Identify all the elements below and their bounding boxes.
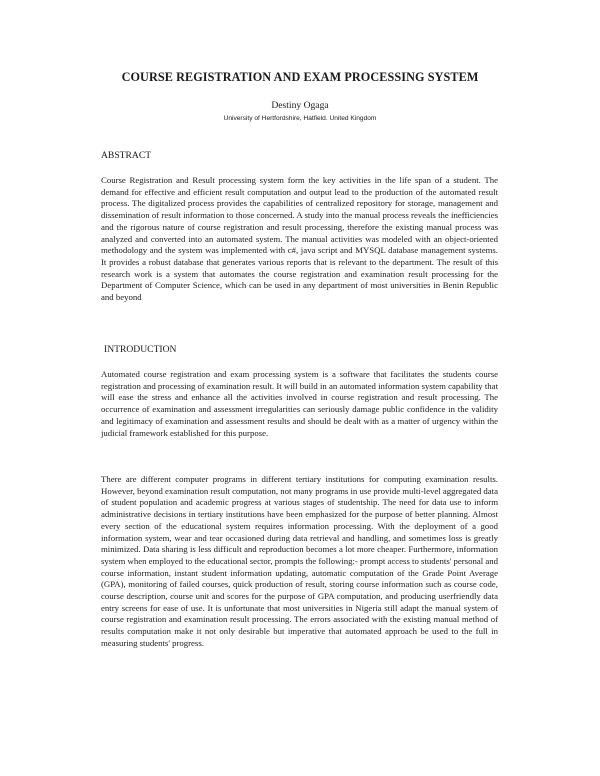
introduction-paragraph-2: There are different computer programs in different tertiary institutions for computing examination results. However, beyond examination result computation, not many programs in use provide multi-level aggregated data of student population and academic progress at various stages of studentship. The need for data use to inform administrative decisions in tertiary institutions have been emphasized for the purpose of better planning. Almost every section of the educational system requires information processing. With the deployment of a good information system, wear and tear occasioned during data retrieval and handling, and sometimes loss is greatly minimized. Data sharing is less difficult and reproduction becomes a lot more cheaper. Furthermore, information system when employed to the educational sector, prompts the following:- prompt access to students' personal and course information, instant student information updating, automatic computation of the Grade Point Average (GPA), monitoring of failed courses, quick production of result, storing course information such as course code, course description, course unit and scores for the purpose of GPA computation, and producing userfriendly data entry screens for ease of use. It is unfortunate that most universities in Nigeria still adapt the manual system of course registration and examination result processing. The errors associated with the existing manual method of results computation make it not only desirable but imperative that automated approach be used to the full in measuring students' progress. — [101, 474, 498, 648]
author-affiliation: University of Hertfordshire, Hatfield. United Kingdom — [223, 115, 377, 122]
abstract-paragraph: Course Registration and Result processing system form the key activities in the life span of a student. The demand for effective and efficient result computation and output lead to the production of the automated result process. The digitalized process provides the capabilities of centralized repository for storage, management and dissemination of result information to those concerned. A study into the manual process reveals the inefficiencies and the rigorous nature of course registration and result processing, therefore the existing manual process was analyzed and converted into an automated system. The manual activities was modeled with an object-oriented methodology and the system was implemented with c#, java script and MYSQL database management systems. It provides a robust database that generates various reports that is relevant to the department. The result of this research work is a system that automates the course registration and examination result processing for the Department of Computer Science, which can be used in any department of most universities in Benin Republic and beyond — [101, 175, 498, 303]
author-name: Destiny Ogaga — [271, 100, 329, 111]
introduction-paragraph-1: Automated course registration and exam processing system is a software that facilitates the students course registration and processing of examination result. It will build in an automated information system capability that will ease the stress and enhance all the activities involved in course registration and result processing. The occurrence of examination and assessment irregularities can seriously damage public confidence in the validity and legitimacy of examination and assessment results and should be dealt with as a matter of urgency within the judicial framework established for this purpose. — [101, 369, 498, 438]
introduction-heading: INTRODUCTION — [104, 344, 177, 355]
abstract-heading: ABSTRACT — [101, 150, 152, 161]
paper-title: COURSE REGISTRATION AND EXAM PROCESSING SYSTEM — [121, 70, 479, 84]
